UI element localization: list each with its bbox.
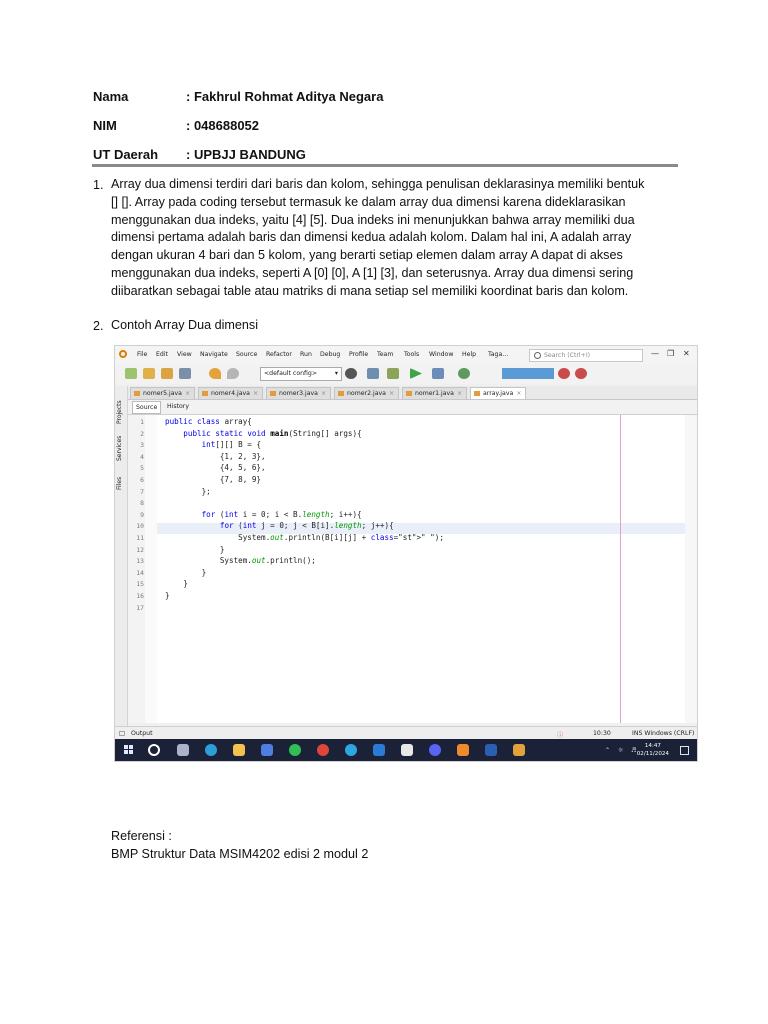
header-key: Nama xyxy=(93,89,129,104)
menu-debug[interactable]: Debug xyxy=(320,351,341,358)
build-icon[interactable] xyxy=(367,368,379,379)
config-select[interactable] xyxy=(260,367,342,381)
java-file-icon xyxy=(202,391,208,396)
minimize-icon[interactable]: — xyxy=(651,349,659,358)
search-placeholder: Search (Ctrl+I) xyxy=(544,352,591,359)
references-entry: BMP Struktur Data MSIM4202 edisi 2 modul 2 xyxy=(111,847,369,861)
text-line: menggunakan dua indeks, yaitu [4] [5]. Dua indeks ini menunjukkan bahwa array memiliki dua xyxy=(111,212,635,227)
header-value: : Fakhrul Rohmat Aditya Negara xyxy=(186,89,384,104)
text-line: dengan ukuran 4 bari dan 5 kolom, yang berarti setiap elemen dalam array A dapat di akses xyxy=(111,248,623,263)
menu-navigate[interactable]: Navigate xyxy=(200,351,228,358)
code-line: int[][] B = { xyxy=(201,440,262,450)
menu-team[interactable]: Team xyxy=(377,351,394,358)
text-line: Array dua dimensi terdiri dari baris dan kolom, sehingga penulisan deklarasinya memiliki bentuk xyxy=(111,177,645,191)
java-file-icon xyxy=(270,391,276,396)
menu-bar xyxy=(115,346,697,364)
code-line: System.out.println(); xyxy=(165,556,316,566)
close-tab-icon[interactable]: × xyxy=(516,390,522,397)
file-explorer-icon[interactable] xyxy=(233,744,245,756)
tab-nomer1[interactable]: nomer1.java × xyxy=(402,387,467,399)
references-title: Referensi : xyxy=(111,829,172,843)
text-line: Contoh Array Dua dimensi xyxy=(111,318,258,332)
clock-date: 02/11/2024 xyxy=(636,751,669,757)
code-line: {7, 8, 9} xyxy=(165,475,262,484)
output-tab[interactable]: Output xyxy=(131,730,153,737)
new-project-icon[interactable] xyxy=(143,368,155,379)
history-tab[interactable]: History xyxy=(167,403,190,410)
item-number: 2. xyxy=(93,319,104,333)
tab-nomer3[interactable]: nomer3.java × xyxy=(266,387,331,399)
insert-mode: INS Windows (CRLF) xyxy=(632,730,695,737)
text-line: menggunakan dua indeks, seperti A [0] [0], A [1] [3], dan seterusnya. Array dua dimensi sering xyxy=(111,265,634,280)
caret-position: 10:30 xyxy=(593,730,611,737)
whatsapp-icon[interactable] xyxy=(289,744,301,756)
close-tab-icon[interactable]: × xyxy=(184,390,191,397)
refresh-icon[interactable] xyxy=(575,368,587,379)
item-2-paragraph xyxy=(111,317,258,335)
editor-tabs xyxy=(128,386,697,400)
search-icon[interactable] xyxy=(148,744,160,756)
line-number: 1 xyxy=(140,418,144,426)
java-file-icon xyxy=(406,391,412,396)
close-tab-icon[interactable]: × xyxy=(320,390,327,397)
profile-icon[interactable] xyxy=(458,368,470,379)
header-key: UT Daerah xyxy=(93,147,159,162)
header-value: : 048688052 xyxy=(186,118,260,133)
close-tab-icon[interactable]: × xyxy=(456,390,463,397)
line-number: 6 xyxy=(140,476,144,484)
netbeans-logo-icon xyxy=(119,350,127,358)
maximize-icon[interactable]: ❐ xyxy=(667,349,675,358)
code-line: public class array{ xyxy=(165,417,252,426)
tab-nomer2[interactable]: nomer2.java × xyxy=(334,387,399,399)
globe-icon[interactable] xyxy=(345,368,357,379)
toolbar xyxy=(115,364,697,384)
line-number: 16 xyxy=(136,592,144,600)
xampp-icon[interactable] xyxy=(457,744,469,756)
editor-toolbar xyxy=(128,400,697,415)
line-number: 13 xyxy=(136,557,144,566)
item-number: 1. xyxy=(93,178,104,192)
menu-file[interactable]: File xyxy=(137,351,148,358)
header-key: NIM xyxy=(93,118,117,133)
search-icon xyxy=(534,352,541,359)
chrome-icon[interactable] xyxy=(317,744,329,756)
services-panel-tab[interactable]: Services xyxy=(116,435,123,461)
debug-icon[interactable] xyxy=(432,368,444,379)
source-tab[interactable]: Source xyxy=(132,401,161,414)
line-number: 7 xyxy=(140,487,144,496)
line-number: 9 xyxy=(140,510,144,519)
tab-array[interactable]: array.java × xyxy=(470,387,526,399)
menu-run[interactable]: Run xyxy=(300,351,312,358)
header-divider xyxy=(92,164,678,167)
menu-window[interactable]: Window xyxy=(429,351,454,358)
close-tab-icon[interactable]: × xyxy=(252,390,259,397)
clock-time: 14:47 xyxy=(644,743,661,749)
output-icon[interactable]: □ xyxy=(119,730,125,737)
taskbar xyxy=(115,739,697,761)
word-icon[interactable] xyxy=(485,744,497,756)
undo-icon[interactable] xyxy=(209,368,221,379)
menu-help[interactable]: Help xyxy=(462,351,477,358)
code-line: } xyxy=(165,591,170,600)
close-icon[interactable]: ✕ xyxy=(683,349,690,358)
right-margin-line xyxy=(620,415,621,723)
files-panel-tab[interactable]: Files xyxy=(116,476,123,490)
edge-icon[interactable] xyxy=(205,744,217,756)
java-file-icon xyxy=(134,391,140,396)
code-line: public static void main(String[] args){ xyxy=(183,428,362,438)
memory-indicator[interactable] xyxy=(502,368,554,379)
line-number: 11 xyxy=(136,534,144,542)
line-number: 15 xyxy=(136,580,144,589)
code-line: } xyxy=(165,544,225,554)
notifications-icon[interactable] xyxy=(680,746,689,755)
line-number: 12 xyxy=(136,545,144,554)
code-line: }; xyxy=(165,486,211,496)
menu-edit[interactable]: Edit xyxy=(156,351,168,358)
store-icon[interactable] xyxy=(261,744,273,756)
code-line: for (int j = 0; j < B[i].length; j++){ xyxy=(219,521,394,531)
clean-build-icon[interactable] xyxy=(387,368,399,379)
windows-start-icon[interactable] xyxy=(124,745,134,755)
search-input[interactable] xyxy=(529,349,643,362)
code-line: {1, 2, 3}, xyxy=(165,451,266,461)
status-bar xyxy=(115,726,697,740)
tab-nomer5[interactable]: nomer5.java × xyxy=(130,387,195,399)
text-line: [] []. Array pada coding tersebut termasuk ke dalam array dua dimensi karena dideklarasikan xyxy=(111,194,626,209)
error-stripe xyxy=(685,415,697,723)
code-line: } xyxy=(165,579,188,589)
java-file-icon xyxy=(474,391,480,396)
side-panel-strip xyxy=(115,386,128,726)
fold-column xyxy=(145,415,157,723)
save-all-icon[interactable] xyxy=(179,368,191,379)
telegram-icon[interactable] xyxy=(345,744,357,756)
line-number: 14 xyxy=(136,568,144,577)
network-icon[interactable]: ☼ xyxy=(618,747,624,754)
redo-icon[interactable] xyxy=(227,368,239,379)
text-line: diibaratkan sebagai table atau matriks di mana setiap sel memiliki koordinat baris dan kolom. xyxy=(111,283,629,298)
header-value: : UPBJJ BANDUNG xyxy=(186,147,306,162)
text-line: dimensi pertama adalah baris dan dimensi kedua adalah kolom. Dalam hal ini, A adalah array xyxy=(111,230,632,245)
chevron-down-icon: ▾ xyxy=(334,370,338,377)
code-line: } xyxy=(165,567,207,577)
projects-panel-tab[interactable]: Projects xyxy=(116,400,123,424)
menu-source[interactable]: Source xyxy=(236,351,258,358)
line-number: 17 xyxy=(136,603,144,612)
notification-icon[interactable]: ⓘ xyxy=(557,732,564,739)
item-1-paragraph xyxy=(111,176,644,301)
code-line: {4, 5, 6}, xyxy=(165,463,266,473)
vscode-icon[interactable] xyxy=(373,744,385,756)
menu-more[interactable]: Taga... xyxy=(488,351,509,358)
gc-icon[interactable] xyxy=(558,368,570,379)
capcut-icon[interactable] xyxy=(401,744,413,756)
netbeans-icon[interactable] xyxy=(513,744,525,756)
run-icon[interactable] xyxy=(410,368,422,379)
line-number: 10 xyxy=(136,522,144,531)
line-number: 4 xyxy=(140,452,144,461)
code-editor[interactable] xyxy=(157,415,685,723)
new-file-icon[interactable] xyxy=(125,368,137,379)
line-number: 3 xyxy=(140,441,144,450)
code-line: System.out.println(B[i][j] + class="st">" "); xyxy=(165,533,444,542)
line-number: 5 xyxy=(140,464,144,473)
menu-tools[interactable]: Tools xyxy=(404,351,420,358)
task-view-icon[interactable] xyxy=(177,744,189,756)
config-value: <default config> xyxy=(264,370,318,377)
tab-nomer4[interactable]: nomer4.java × xyxy=(198,387,263,399)
line-number: 2 xyxy=(140,429,144,438)
java-file-icon xyxy=(338,391,344,396)
close-tab-icon[interactable]: × xyxy=(388,390,395,397)
discord-icon[interactable] xyxy=(429,744,441,756)
ide-screenshot xyxy=(114,345,698,762)
line-number: 8 xyxy=(140,499,144,508)
volume-icon[interactable]: ♬ xyxy=(631,747,637,754)
code-line: for (int i = 0; i < B.length; i++){ xyxy=(201,509,362,519)
menu-view[interactable]: View xyxy=(177,351,192,358)
open-project-icon[interactable] xyxy=(161,368,173,379)
tray-chevron-icon[interactable]: ⌃ xyxy=(605,747,611,754)
menu-refactor[interactable]: Refactor xyxy=(266,351,292,358)
menu-profile[interactable]: Profile xyxy=(349,351,369,358)
clock[interactable] xyxy=(637,742,669,758)
